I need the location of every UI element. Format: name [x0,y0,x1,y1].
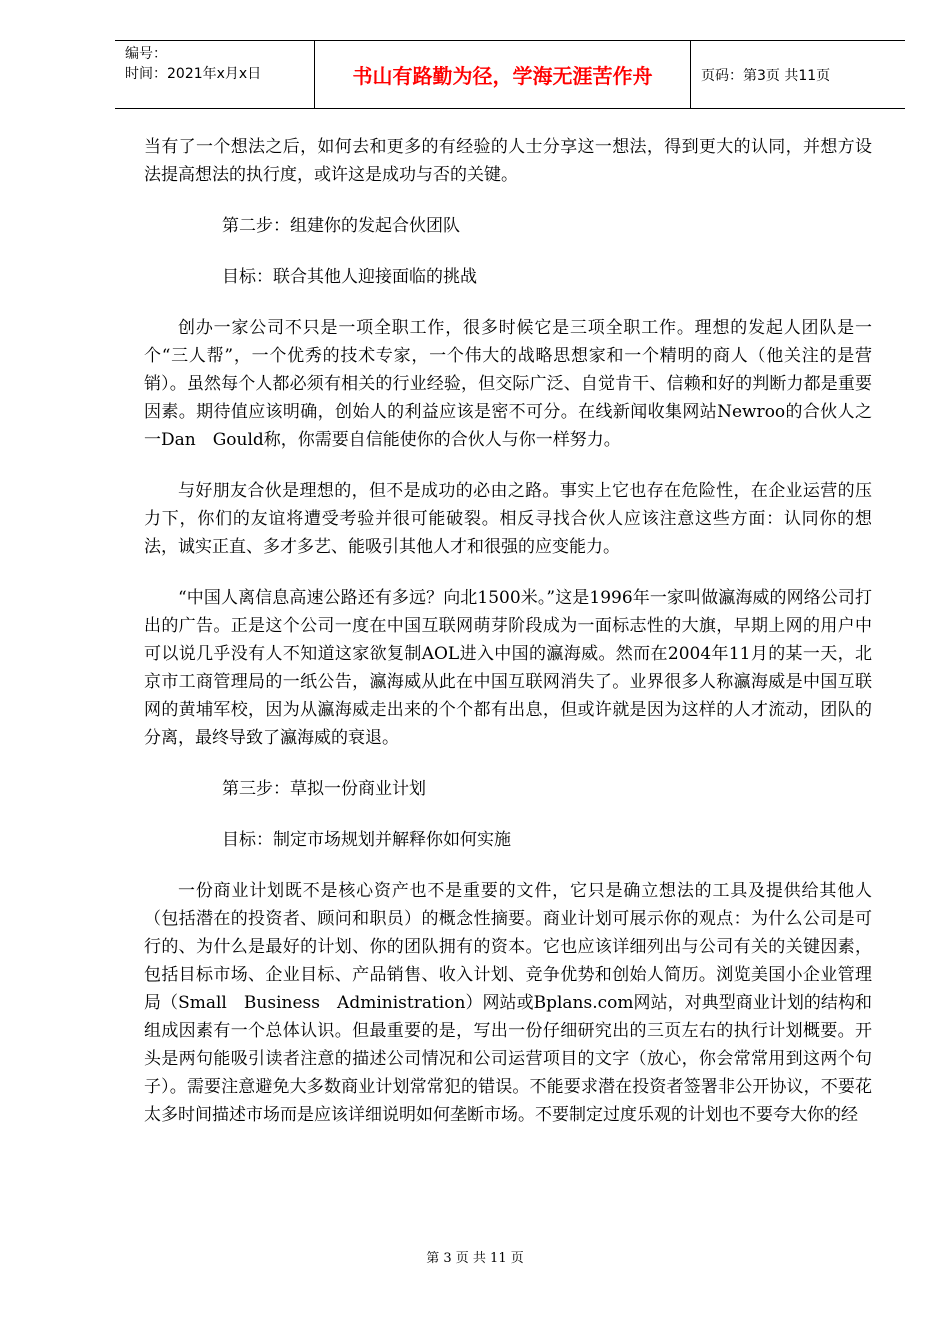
paragraph: 一份商业计划既不是核心资产也不是重要的文件，它只是确立想法的工具及提供给其他人（包括潜在的投资者、顾问和职员）的概念性摘要。商业计划可展示你的观点：为什么公司是可行的、为什么是最好的计划、你的团队拥有的资本。它也应该详细列出与公司有关的关键因素，包括目标市场、企业目标、产品销售、收入计划、竞争优势和创始人简历。浏览美国小企业管理局（Small Business Administration）网站或Bplans.com网站，对典型商业计划的结构和组成因素有一个总体认识。但最重要的是，写出一份仔细研究出的三页左右的执行计划概要。开头是两句能吸引读者注意的描述公司情况和公司运营项目的文字（放心，你会常常用到这两个句子）。需要注意避免大多数商业计划常常犯的错误。不能要求潜在投资者签署非公开协议，不要花太多时间描述市场而是应该详细说明如何垄断市场。不要制定过度乐观的计划也不要夸大你的经 [144,881,872,1125]
step-heading: 第二步：组建你的发起合伙团队 [222,216,460,236]
doc-number-label: 编号： [125,46,167,62]
page-header [115,40,905,109]
header-meta-cell [115,41,315,108]
goal-heading: 目标：联合其他人迎接面临的挑战 [222,267,477,287]
paragraph: 与好朋友合伙是理想的，但不是成功的必由之路。事实上它也存在危险性，在企业运营的压力下，你们的友谊将遭受考验并很可能破裂。相反寻找合伙人应该注意这些方面：认同你的想法，诚实正直、多才多艺、能吸引其他人才和很强的应变能力。 [144,481,872,557]
time-label: 时间：2021年x月x日 [125,66,262,82]
header-motto: 书山有路勤为径，学海无涯苦作舟 [315,41,691,108]
paragraph: 当有了一个想法之后，如何去和更多的有经验的人士分享这一想法，得到更大的认同，并想方设法提高想法的执行度，或许这是成功与否的关键。 [144,137,872,185]
paragraph: “中国人离信息高速公路还有多远？向北1500米。”这是1996年一家叫做瀛海威的网络公司打出的广告。正是这个公司一度在中国互联网萌芽阶段成为一面标志性的大旗，早期上网的用户中可以说几乎没有人不知道这家欲复制AOL进入中国的瀛海威。然而在2004年11月的某一天，北京市工商管理局的一纸公告，瀛海威从此在中国互联网消失了。业界很多人称瀛海威是中国互联网的黄埔军校，因为从瀛海威走出来的个个都有出息，但或许就是因为这样的人才流动，团队的分离，最终导致了瀛海威的衰退。 [144,588,872,748]
document-body [144,133,872,1152]
header-page-info: 页码：第3页 共11页 [701,67,831,84]
step-heading: 第三步：草拟一份商业计划 [222,779,426,799]
paragraph: 创办一家公司不只是一项全职工作，很多时候它是三项全职工作。理想的发起人团队是一个“三人帮”，一个优秀的技术专家，一个伟大的战略思想家和一个精明的商人（他关注的是营销）。虽然每个人都必须有相关的行业经验，但交际广泛、自觉肯干、信赖和好的判断力都是重要因素。期待值应该明确，创始人的利益应该是密不可分。在线新闻收集网站Newroo的合伙人之一Dan Gould称，你需要自信能使你的合伙人与你一样努力。 [144,318,872,450]
goal-heading: 目标：制定市场规划并解释你如何实施 [222,830,511,850]
page-footer: 第 3 页 共 11 页 [426,1251,524,1266]
